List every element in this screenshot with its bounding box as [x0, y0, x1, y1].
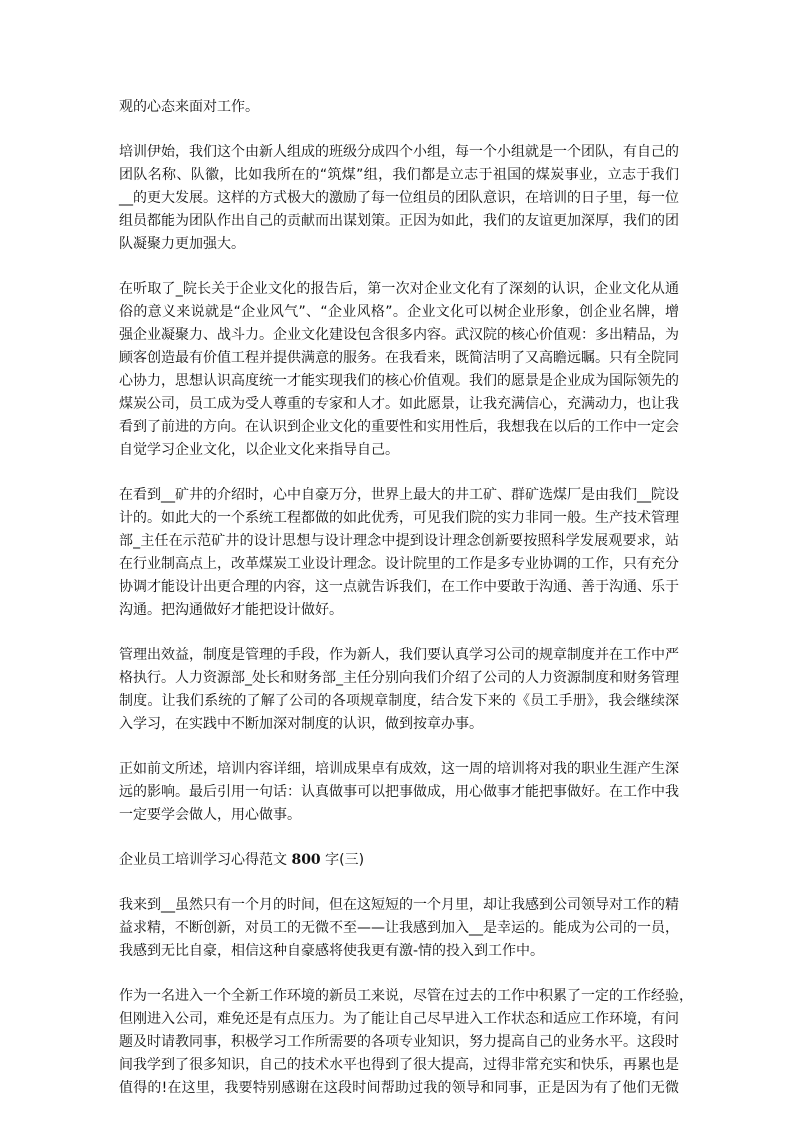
- text-line: 一定要学会做人，用心做事。: [119, 807, 301, 823]
- section-heading-number: 800: [291, 852, 321, 868]
- text-line: 间我学到了很多知识，自己的技术水平也得到了很大提高，过得非常充实和快乐，再累也是: [119, 1057, 679, 1073]
- text-line: 作为一名进入一个全新工作环境的新员工来说，尽管在过去的工作中积累了一定的工作经验，: [119, 988, 693, 1004]
- text-line: 心协力，思想认识高度统一才能实现我们的核心价值观。我们的愿景是企业成为国际领先的: [119, 373, 679, 389]
- paragraph: [119, 141, 679, 256]
- text-line: 益求精，不断创新，对员工的无微不至——让我感到加入__是幸运的。能成为公司的一员，: [119, 920, 679, 936]
- text-line: 组员都能为团队作出自己的贡献而出谋划策。正因为如此，我们的友谊更加深厚，我们的团: [119, 213, 679, 229]
- text-line: __的更大发展。这样的方式极大的激励了每一位组员的团队意识，在培训的日子里，每一位: [119, 190, 679, 206]
- paragraph: [119, 644, 679, 736]
- text-line: 沟通。把沟通做好才能把设计做好。: [119, 602, 343, 618]
- text-line: 俗的意义来说就是“企业风气”、“企业风格”。企业文化可以树企业形象，创企业名牌，增: [119, 304, 679, 320]
- text-line: 格执行。人力资源部_处长和财务部_主任分别向我们介绍了公司的人力资源制度和财务管理: [119, 670, 679, 686]
- text-line: 顾客创造最有价值工程并提供满意的服务。在我看来，既简洁明了又高瞻远瞩。只有全院同: [119, 350, 679, 366]
- text-line: 煤炭公司，员工成为受人尊重的专家和人才。如此愿景，让我充满信心，充满动力，也让我: [119, 396, 679, 412]
- section-heading-text-after: 字(三): [320, 852, 365, 868]
- text-line: 入学习，在实践中不断加深对制度的认识，做到按章办事。: [119, 716, 483, 732]
- section-heading: [119, 849, 679, 872]
- text-line: 远的影响。最后引用一句话：认真做事可以把事做成，用心做事才能把事做好。在工作中我: [119, 784, 679, 800]
- text-line: 我来到__虽然只有一个月的时间，但在这短短的一个月里，却让我感到公司领导对工作的精: [119, 897, 679, 913]
- text-line: 自觉学习企业文化，以企业文化来指导自己。: [119, 442, 399, 458]
- paragraph: [119, 894, 679, 963]
- text-line: 正如前文所述，培训内容详细，培训成果卓有成效，这一周的培训将对我的职业生涯产生深: [119, 761, 679, 777]
- paragraph: [119, 484, 679, 622]
- text-line: 协调才能设计出更合理的内容，这一点就告诉我们，在工作中要敢于沟通、善于沟通、乐于: [119, 579, 679, 595]
- text-line: 看到了前进的方向。在认识到企业文化的重要性和实用性后，我想我在以后的工作中一定会: [119, 419, 679, 435]
- text-line: 管理出效益，制度是管理的手段，作为新人，我们要认真学习公司的规章制度并在工作中严: [119, 647, 679, 663]
- text-line: 值得的!在这里，我要特别感谢在这段时间帮助过我的领导和同事，正是因为有了他们无微: [119, 1080, 679, 1096]
- paragraph: [119, 758, 679, 827]
- text-line: 计的。如此大的一个系统工程都做的如此优秀，可见我们院的实力非同一般。生产技术管理: [119, 510, 679, 526]
- text-line: 强企业凝聚力、战斗力。企业文化建设包含很多内容。武汉院的核心价值观：多出精品，为: [119, 327, 679, 343]
- text-line: 在行业制高点上，改革煤炭工业设计理念。设计院里的工作是多专业协调的工作，只有充分: [119, 556, 679, 572]
- text-line: 我感到无比自豪，相信这种自豪感将使我更有激-情的投入到工作中。: [119, 943, 545, 959]
- text-line: 在听取了_院长关于企业文化的报告后，第一次对企业文化有了深刻的认识，企业文化从通: [119, 281, 679, 297]
- body-text-after-heading: [119, 894, 693, 1100]
- document-page: [119, 96, 693, 1122]
- body-text-before-heading: [119, 96, 679, 827]
- paragraph: [119, 985, 693, 1100]
- text-line: 在看到__矿井的介绍时，心中自豪万分，世界上最大的井工矿、群矿选煤厂是由我们__院设: [119, 487, 679, 503]
- text-line: 但刚进入公司，难免还是有点压力。为了能让自己尽早进入工作状态和适应工作环境，有问: [119, 1011, 679, 1027]
- text-line: 培训伊始，我们这个由新人组成的班级分成四个小组，每一个小组就是一个团队，有自己的: [119, 144, 679, 160]
- text-line: 题及时请教同事，积极学习工作所需要的各项专业知识，努力提高自己的业务水平。这段时: [119, 1034, 679, 1050]
- text-line: 观的心态来面对工作。: [119, 99, 259, 115]
- paragraph: [119, 96, 679, 119]
- text-line: 制度。让我们系统的了解了公司的各项规章制度，结合发下来的《员工手册》，我会继续深: [119, 693, 679, 709]
- text-line: 部_主任在示范矿井的设计思想与设计理念中提到设计理念创新要按照科学发展观要求，站: [119, 533, 679, 549]
- text-line: 队凝聚力更加强大。: [119, 236, 245, 252]
- text-line: 团队名称、队徽，比如我所在的“筑煤”组，我们都是立志于祖国的煤炭事业，立志于我们: [119, 167, 679, 183]
- section-heading-text-before: 企业员工培训学习心得范文: [119, 852, 292, 868]
- paragraph: [119, 278, 679, 462]
